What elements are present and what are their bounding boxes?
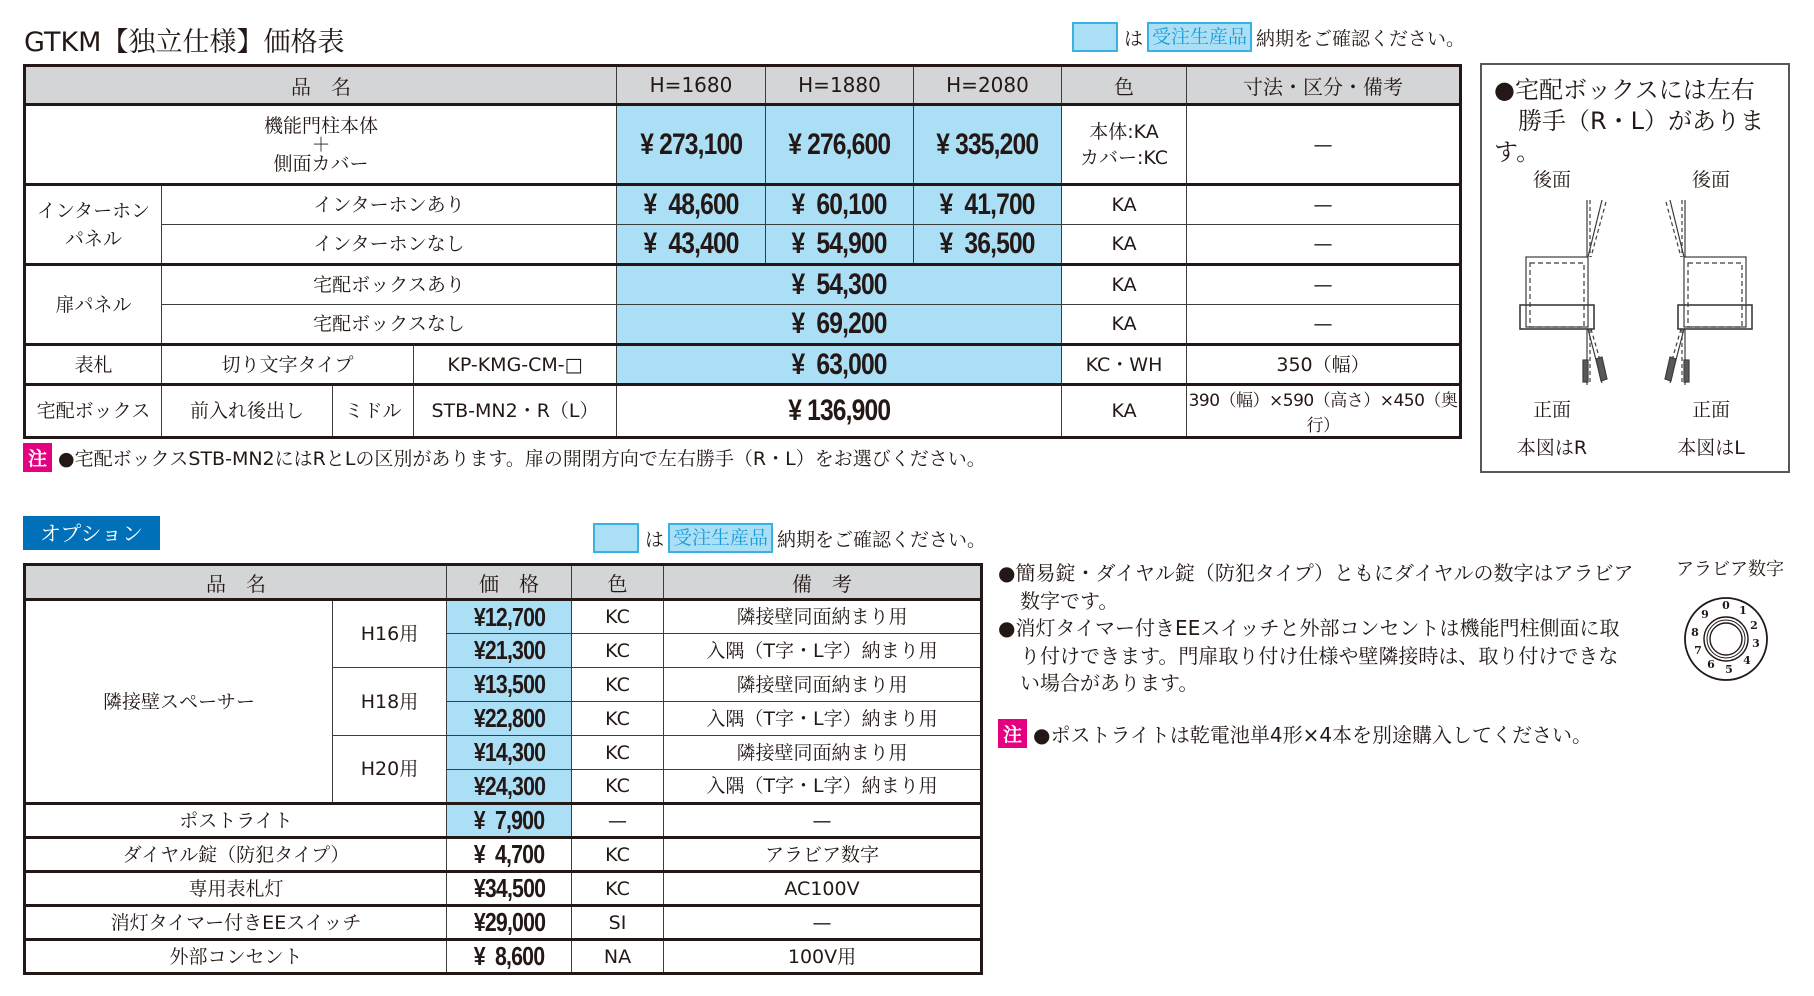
svg-text:1: 1 <box>1739 604 1747 617</box>
remarks-cell: — <box>1187 305 1461 345</box>
body-name-line3: 側面カバー <box>273 152 369 175</box>
price-value: ¥14,300 <box>473 737 545 767</box>
price-cell <box>447 838 572 872</box>
color-cell: KA <box>1062 305 1187 345</box>
remarks-cell: — <box>1187 105 1461 185</box>
door-group-cell: 扉パネル <box>25 265 162 345</box>
remarks-cell: 390（幅）×590（高さ）×450（奥行） <box>1187 385 1461 438</box>
svg-text:5: 5 <box>1725 663 1733 676</box>
price-cell <box>914 105 1062 185</box>
price-cell <box>447 872 572 906</box>
opt-col-header-remarks: 備 考 <box>664 565 982 600</box>
svg-text:2: 2 <box>1750 619 1758 632</box>
table-row-nameplate-light <box>25 872 982 906</box>
side-note-ee-switch: ●消灯タイマー付きEEスイッチと外部コンセントは機能門柱側面に取り付けできます。門扉取り付け仕様や壁隣接時は、取り付けできない場合があります。 <box>998 616 1620 695</box>
made-to-order-swatch <box>1072 22 1118 52</box>
body-name-cell <box>25 105 617 185</box>
price-value: ¥22,800 <box>473 703 545 733</box>
color-cell: KC <box>572 872 664 906</box>
col-header-h1680: H=1680 <box>617 66 766 105</box>
nameplate-type-cell: 切り文字タイプ <box>162 345 414 385</box>
price-cell <box>617 185 766 225</box>
price-cell <box>447 600 572 634</box>
delivery-box-handedness-diagram-icon <box>1502 195 1772 395</box>
col-header-h1880: H=1880 <box>766 66 914 105</box>
intercom-without-name: インターホンなし <box>162 225 617 265</box>
remarks-cell: 入隅（T字・L字）納まり用 <box>664 770 982 804</box>
remarks-cell: 隣接壁同面納まり用 <box>664 600 982 634</box>
price-value: ¥ 273,100 <box>639 127 743 161</box>
price-value: ¥ 136,900 <box>787 394 891 427</box>
color-cell: KC <box>572 770 664 804</box>
table-row-intercom-with <box>25 185 1461 225</box>
price-cell <box>447 702 572 736</box>
color-cell: — <box>572 804 664 838</box>
svg-text:7: 7 <box>1694 644 1702 657</box>
table-row <box>25 600 982 634</box>
color-cell: KA <box>1062 225 1187 265</box>
intercom-group-line1: インターホン <box>36 199 151 222</box>
color-cell: SI <box>572 906 664 940</box>
remarks-cell: 350（幅） <box>1187 345 1461 385</box>
handedness-diagram-box <box>1480 63 1790 473</box>
main-price-table <box>23 64 1462 439</box>
price-cell <box>447 770 572 804</box>
color-cell: NA <box>572 940 664 974</box>
spacer-name-cell: 隣接壁スペーサー <box>25 600 333 804</box>
main-table-header <box>25 66 1461 105</box>
remarks-cell: アラビア数字 <box>664 838 982 872</box>
svg-text:9: 9 <box>1701 608 1709 621</box>
main-note-text: ●宅配ボックスSTB-MN2にはRとLの区別があります。扉の開閉方向で左右勝手（R・L）をお選びください。 <box>58 448 986 470</box>
price-cell <box>447 736 572 770</box>
color-line2: カバー:KC <box>1079 146 1169 169</box>
price-value: ¥34,500 <box>473 873 545 903</box>
legend-tag: 受注生産品 <box>1147 22 1252 52</box>
opt-col-header-price: 価 格 <box>447 565 572 600</box>
right-caption: 本図はL <box>1677 437 1745 459</box>
door-with-name: 宅配ボックスあり <box>162 265 617 305</box>
options-section-label: オプション <box>23 516 160 550</box>
price-cell <box>617 225 766 265</box>
price-value: ¥ 7,900 <box>473 805 545 835</box>
price-value: ¥13,500 <box>473 669 545 699</box>
delivery-box-size-cell: ミドル <box>333 385 414 438</box>
price-value: ¥ 276,600 <box>788 127 891 161</box>
price-cell <box>766 225 914 265</box>
remarks-cell: 入隅（T字・L字）納まり用 <box>664 634 982 668</box>
svg-text:6: 6 <box>1707 658 1715 671</box>
table-row-intercom-without <box>25 225 1461 265</box>
spacer-size-cell: H18用 <box>333 668 447 736</box>
price-cell <box>914 225 1062 265</box>
price-cell <box>617 305 1062 345</box>
opt-col-header-name: 品 名 <box>25 565 447 600</box>
door-without-name: 宅配ボックスなし <box>162 305 617 345</box>
handedness-heading-line2: 勝手（R・L）があります。 <box>1494 107 1765 166</box>
item-name-cell: ダイヤル錠（防犯タイプ） <box>25 838 447 872</box>
remarks-cell: 隣接壁同面納まり用 <box>664 668 982 702</box>
delivery-box-group-cell: 宅配ボックス <box>25 385 162 438</box>
nameplate-model-cell: KP-KMG-CM-□ <box>414 345 617 385</box>
spacer-size-cell: H16用 <box>333 600 447 668</box>
col-header-remarks: 寸法・区分・備考 <box>1187 66 1461 105</box>
price-value: ¥ 41,700 <box>939 188 1036 221</box>
legend-ha: は <box>1124 27 1144 50</box>
price-cell <box>766 105 914 185</box>
color-cell: KA <box>1062 185 1187 225</box>
table-row-dial-lock <box>25 838 982 872</box>
svg-text:8: 8 <box>1691 626 1699 639</box>
legend-ha: は <box>645 528 665 551</box>
caution-badge: 注 <box>998 719 1027 748</box>
price-cell <box>447 668 572 702</box>
made-to-order-legend <box>1072 22 1465 52</box>
right-front-label: 正面 <box>1691 399 1730 421</box>
price-value: ¥ 48,600 <box>643 188 739 221</box>
color-cell: KC <box>572 668 664 702</box>
price-cell <box>447 940 572 974</box>
price-cell <box>447 634 572 668</box>
color-cell: KC <box>572 838 664 872</box>
price-value: ¥ 69,200 <box>791 307 887 340</box>
price-value: ¥ 63,000 <box>791 347 887 381</box>
price-cell <box>447 804 572 838</box>
remarks-cell: — <box>664 804 982 838</box>
price-value: ¥21,300 <box>473 635 545 665</box>
dial-title: アラビア数字 <box>1676 559 1784 580</box>
remarks-cell: 入隅（T字・L字）納まり用 <box>664 702 982 736</box>
arabic-numeral-dial-icon <box>1681 594 1771 684</box>
table-row-door-without <box>25 305 1461 345</box>
color-cell: KA <box>1062 265 1187 305</box>
caution-badge: 注 <box>23 443 52 472</box>
remarks-cell: 隣接壁同面納まり用 <box>664 736 982 770</box>
color-cell: KC <box>572 736 664 770</box>
table-row-ee-switch <box>25 906 982 940</box>
left-caption: 本図はR <box>1516 437 1588 459</box>
price-value: ¥ 54,300 <box>791 268 887 301</box>
table-row-outdoor-outlet <box>25 940 982 974</box>
table-row-body <box>25 105 1461 185</box>
intercom-group-cell <box>25 185 162 265</box>
color-cell: KA <box>1062 385 1187 438</box>
handedness-heading <box>1494 75 1784 168</box>
price-value: ¥ 60,100 <box>791 188 888 221</box>
intercom-with-name: インターホンあり <box>162 185 617 225</box>
left-rear-label: 後面 <box>1532 169 1571 191</box>
price-cell <box>766 185 914 225</box>
remarks-cell: AC100V <box>664 872 982 906</box>
price-cell <box>617 345 1062 385</box>
price-value: ¥24,300 <box>473 770 545 801</box>
col-header-h2080: H=2080 <box>914 66 1062 105</box>
table-row-nameplate <box>25 345 1461 385</box>
nameplate-group-cell: 表札 <box>25 345 162 385</box>
legend-suffix: 納期をご確認ください。 <box>1256 27 1466 50</box>
item-name-cell: 専用表札灯 <box>25 872 447 906</box>
main-caution-note <box>23 443 986 472</box>
remarks-cell: — <box>1187 185 1461 225</box>
option-side-notes <box>998 560 1638 698</box>
price-value: ¥ 8,600 <box>473 941 545 971</box>
spacer-size-cell: H20用 <box>333 736 447 804</box>
item-name-cell: 消灯タイマー付きEEスイッチ <box>25 906 447 940</box>
remarks-cell: — <box>664 906 982 940</box>
color-cell: KC <box>572 702 664 736</box>
table-row-post-light <box>25 804 982 838</box>
price-cell <box>617 265 1062 305</box>
item-name-cell: ポストライト <box>25 804 447 838</box>
legend-suffix: 納期をご確認ください。 <box>777 528 987 551</box>
remarks-cell: — <box>1187 265 1461 305</box>
body-name-line1: 機能門柱本体 <box>263 114 378 137</box>
body-name-line2: ＋ <box>311 133 331 156</box>
price-value: ¥12,700 <box>473 601 545 632</box>
post-light-caution-text: ●ポストライトは乾電池単4形×4本を別途購入してください。 <box>1033 723 1593 747</box>
intercom-group-line2: パネル <box>64 227 122 250</box>
table-row-delivery-box <box>25 385 1461 438</box>
options-table-header <box>25 565 982 600</box>
table-row-door-with <box>25 265 1461 305</box>
color-cell: KC <box>572 634 664 668</box>
right-rear-label: 後面 <box>1691 169 1730 191</box>
page-title: GTKM【独立仕様】価格表 <box>24 27 345 58</box>
opt-col-header-color: 色 <box>572 565 664 600</box>
price-value: ¥ 4,700 <box>473 839 545 869</box>
delivery-box-type-cell: 前入れ後出し <box>162 385 333 438</box>
post-light-caution-note <box>998 719 1592 748</box>
price-value: ¥ 54,900 <box>791 227 888 260</box>
svg-text:3: 3 <box>1752 637 1760 650</box>
price-cell <box>914 185 1062 225</box>
options-price-table <box>23 563 983 975</box>
price-value: ¥ 43,400 <box>643 227 739 260</box>
price-value: ¥ 36,500 <box>939 227 1036 260</box>
remarks-cell: — <box>1187 225 1461 265</box>
color-cell <box>1062 105 1187 185</box>
price-cell <box>617 105 766 185</box>
price-cell <box>447 906 572 940</box>
price-value: ¥29,000 <box>473 907 545 937</box>
handedness-heading-line1: ●宅配ボックスには左右 <box>1494 76 1755 104</box>
color-cell: KC <box>572 600 664 634</box>
left-front-label: 正面 <box>1532 399 1571 421</box>
side-note-dial-digits: ●簡易錠・ダイヤル錠（防犯タイプ）ともにダイヤルの数字はアラビア数字です。 <box>998 561 1634 613</box>
delivery-box-model-cell: STB-MN2・R（L） <box>414 385 617 438</box>
item-name-cell: 外部コンセント <box>25 940 447 974</box>
svg-text:4: 4 <box>1743 654 1751 667</box>
made-to-order-legend-options <box>593 523 986 553</box>
legend-tag: 受注生産品 <box>668 523 773 553</box>
price-value: ¥ 335,200 <box>936 127 1039 161</box>
color-line1: 本体:KA <box>1089 120 1159 143</box>
remarks-cell: 100V用 <box>664 940 982 974</box>
price-cell <box>617 385 1062 438</box>
col-header-color: 色 <box>1062 66 1187 105</box>
svg-text:0: 0 <box>1722 599 1730 612</box>
color-cell: KC・WH <box>1062 345 1187 385</box>
made-to-order-swatch <box>593 523 639 553</box>
col-header-name: 品 名 <box>25 66 617 105</box>
